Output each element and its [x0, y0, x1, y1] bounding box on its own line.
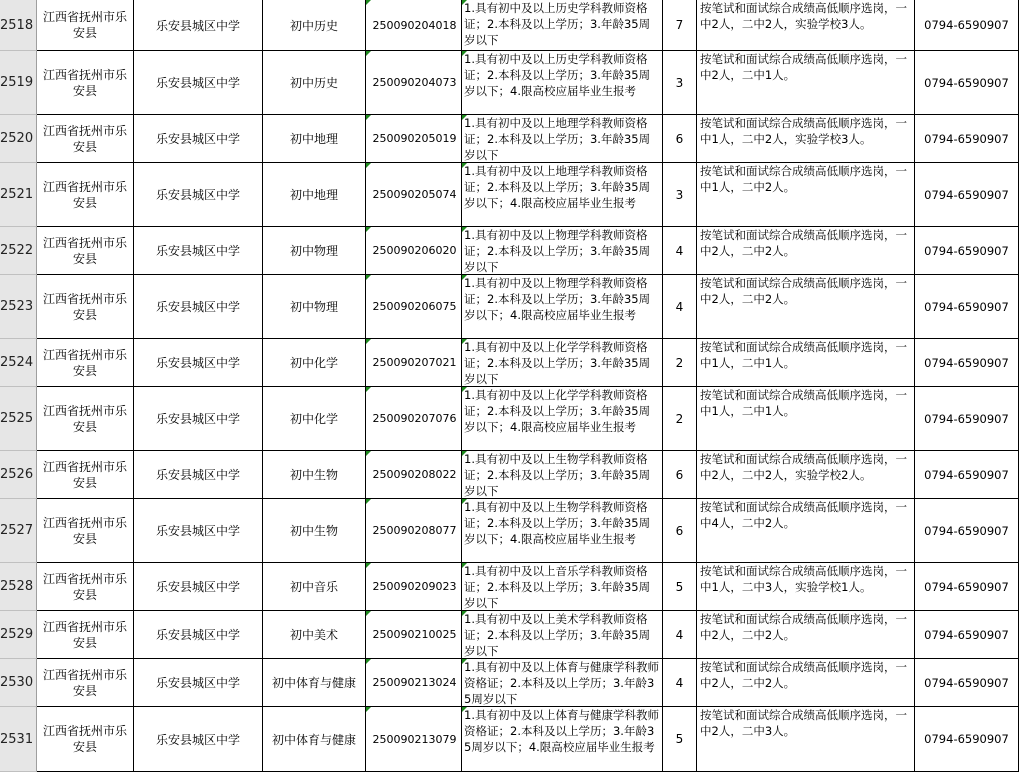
cell-region-text: 江西省抚州市乐安县: [42, 667, 127, 698]
cell-requirements-text: 1.具有初中及以上化学学科教师资格证；2.本科及以上学历；3.年龄35周岁以下: [464, 340, 651, 386]
cell-school[interactable]: [134, 51, 263, 115]
cell-subject-text: 初中体育与健康: [271, 676, 356, 690]
cell-school[interactable]: [134, 275, 263, 339]
row-header[interactable]: 2528: [0, 563, 37, 611]
cell-method-text: 按笔试和面试综合成绩高低顺序选岗，一中2人，二中2人，实验学校2人。: [700, 452, 907, 482]
cell-note-marker: [366, 339, 371, 344]
row-header[interactable]: 2526: [0, 451, 37, 499]
cell-post-code[interactable]: [366, 275, 462, 339]
cell-phone[interactable]: [915, 0, 1019, 51]
cell-region-text: 江西省抚州市乐安县: [42, 724, 127, 754]
table-row: [0, 51, 1019, 115]
cell-post-code-text: 250090208077: [372, 524, 457, 537]
cell-school[interactable]: [134, 0, 263, 51]
cell-region[interactable]: [37, 707, 134, 772]
cell-post-code[interactable]: [366, 115, 462, 163]
cell-count-text: 4: [675, 675, 684, 690]
cell-subject[interactable]: [263, 451, 366, 499]
cell-school-text: 乐安县城区中学: [155, 732, 240, 747]
cell-requirements-text: 1.具有初中及以上历史学科教师资格证；2.本科及以上学历；3.年龄35周岁以下；4.限高校应届毕业生报考: [464, 52, 651, 98]
cell-requirements[interactable]: [462, 611, 663, 659]
cell-method-text: 按笔试和面试综合成绩高低顺序选岗，一中4人，二中2人。: [700, 500, 907, 530]
cell-subject[interactable]: [263, 275, 366, 339]
cell-subject[interactable]: [263, 611, 366, 659]
table-row: [0, 659, 1019, 707]
table-row: [0, 163, 1019, 227]
table-row: [0, 707, 1019, 772]
cell-post-code[interactable]: [366, 163, 462, 227]
table-row: [0, 115, 1019, 163]
cell-phone-text: 0794-6590907: [924, 627, 1009, 642]
cell-note-marker: [366, 611, 371, 616]
cell-post-code-text: 250090204073: [372, 76, 457, 89]
table-row: [0, 499, 1019, 563]
cell-region-text: 江西省抚州市乐安县: [42, 571, 127, 602]
cell-school-text: 乐安县城区中学: [155, 244, 240, 258]
cell-method[interactable]: [697, 0, 915, 51]
cell-school[interactable]: [134, 451, 263, 499]
cell-school-text: 乐安县城区中学: [155, 628, 240, 642]
cell-note-marker: [462, 707, 467, 712]
cell-subject[interactable]: [263, 707, 366, 772]
cell-count-text: 2: [675, 411, 684, 426]
cell-requirements[interactable]: [462, 499, 663, 563]
cell-phone[interactable]: [915, 339, 1019, 387]
cell-region[interactable]: [37, 611, 134, 659]
cell-requirements[interactable]: [462, 227, 663, 275]
table-row: [0, 611, 1019, 659]
cell-note-marker: [366, 499, 371, 504]
cell-post-code-text: 250090213079: [372, 732, 457, 746]
row-header[interactable]: 2521: [0, 163, 37, 227]
cell-method-text: 按笔试和面试综合成绩高低顺序选岗，一中1人，二中2人。: [700, 164, 907, 194]
cell-subject[interactable]: [263, 339, 366, 387]
row-header[interactable]: 2524: [0, 339, 37, 387]
table-row: [0, 0, 1019, 51]
cell-school-text: 乐安县城区中学: [155, 468, 240, 482]
cell-count-text: 3: [675, 187, 684, 202]
cell-region-text: 江西省抚州市乐安县: [42, 123, 127, 154]
cell-requirements-text: 1.具有初中及以上音乐学科教师资格证；2.本科及以上学历；3.年龄35周岁以下: [464, 564, 651, 610]
cell-method-text: 按笔试和面试综合成绩高低顺序选岗，一中2人，二中2人。: [700, 276, 907, 306]
cell-school-text: 乐安县城区中学: [155, 356, 240, 370]
cell-count-text: 5: [675, 579, 684, 594]
cell-school[interactable]: [134, 387, 263, 451]
cell-phone-text: 0794-6590907: [924, 355, 1009, 370]
cell-requirements-text: 1.具有初中及以上体育与健康学科教师资格证；2.本科及以上学历；3.年龄35周岁以下；4.限高校应届毕业生报考: [464, 708, 659, 754]
cell-count[interactable]: [663, 387, 697, 451]
cell-count[interactable]: [663, 275, 697, 339]
cell-method[interactable]: [697, 499, 915, 563]
cell-phone-text: 0794-6590907: [924, 411, 1009, 426]
cell-subject-text: 初中地理: [289, 188, 338, 202]
cell-note-marker: [366, 451, 371, 456]
cell-count[interactable]: [663, 563, 697, 611]
cell-post-code-text: 250090204018: [372, 18, 457, 32]
cell-count-text: 4: [675, 243, 684, 258]
row-header[interactable]: 2523: [0, 275, 37, 339]
cell-post-code-text: 250090209023: [372, 580, 457, 593]
cell-count[interactable]: [663, 339, 697, 387]
cell-count-text: 6: [675, 467, 684, 482]
cell-region[interactable]: [37, 563, 134, 611]
cell-phone-text: 0794-6590907: [924, 18, 1009, 32]
cell-method-text: 按笔试和面试综合成绩高低顺序选岗，一中1人，二中3人，实验学校1人。: [700, 564, 907, 594]
cell-subject-text: 初中生物: [289, 468, 338, 482]
cell-school-text: 乐安县城区中学: [155, 676, 240, 690]
cell-count-text: 2: [675, 355, 684, 370]
cell-count-text: 4: [675, 299, 684, 314]
cell-school[interactable]: [134, 163, 263, 227]
cell-count-text: 5: [675, 732, 684, 746]
cell-note-marker: [462, 563, 467, 568]
cell-subject-text: 初中历史: [289, 76, 338, 90]
cell-post-code[interactable]: [366, 227, 462, 275]
cell-requirements[interactable]: [462, 707, 663, 772]
cell-phone[interactable]: [915, 163, 1019, 227]
cell-requirements[interactable]: [462, 163, 663, 227]
cell-subject-text: 初中化学: [289, 412, 338, 426]
cell-subject-text: 初中生物: [289, 524, 338, 538]
cell-phone[interactable]: [915, 563, 1019, 611]
cell-post-code-text: 250090213024: [372, 676, 457, 689]
cell-region-text: 江西省抚州市乐安县: [42, 10, 127, 40]
cell-requirements-text: 1.具有初中及以上地理学科教师资格证；2.本科及以上学历；3.年龄35周岁以下: [464, 116, 651, 162]
cell-school-text: 乐安县城区中学: [155, 76, 240, 90]
cell-subject[interactable]: [263, 115, 366, 163]
cell-post-code[interactable]: [366, 611, 462, 659]
cell-post-code[interactable]: [366, 0, 462, 51]
cell-phone-text: 0794-6590907: [924, 243, 1009, 258]
cell-subject-text: 初中美术: [289, 628, 338, 642]
cell-count[interactable]: [663, 227, 697, 275]
cell-phone[interactable]: [915, 451, 1019, 499]
cell-subject[interactable]: [263, 387, 366, 451]
cell-method-text: 按笔试和面试综合成绩高低顺序选岗，一中2人，二中2人。: [700, 228, 907, 258]
table-row: [0, 451, 1019, 499]
cell-subject-text: 初中历史: [289, 18, 338, 33]
cell-post-code-text: 250090205019: [372, 132, 457, 145]
cell-method[interactable]: [697, 659, 915, 707]
cell-note-marker: [366, 163, 371, 168]
cell-region[interactable]: [37, 227, 134, 275]
cell-count[interactable]: [663, 51, 697, 115]
table-row: [0, 563, 1019, 611]
cell-requirements[interactable]: [462, 0, 663, 51]
cell-note-marker: [462, 275, 467, 280]
cell-region[interactable]: [37, 339, 134, 387]
cell-region-text: 江西省抚州市乐安县: [42, 403, 127, 434]
cell-school-text: 乐安县城区中学: [155, 18, 240, 33]
cell-school-text: 乐安县城区中学: [155, 412, 240, 426]
cell-subject-text: 初中物理: [289, 244, 338, 258]
table-row: [0, 387, 1019, 451]
cell-school-text: 乐安县城区中学: [155, 300, 240, 314]
cell-method[interactable]: [697, 115, 915, 163]
cell-region[interactable]: [37, 0, 134, 51]
row-header[interactable]: 2530: [0, 659, 37, 707]
cell-region-text: 江西省抚州市乐安县: [42, 347, 127, 378]
cell-note-marker: [462, 51, 467, 56]
cell-post-code-text: 250090210025: [372, 628, 457, 641]
cell-count-text: 4: [675, 627, 684, 642]
cell-region-text: 江西省抚州市乐安县: [42, 235, 127, 266]
row-header[interactable]: 2522: [0, 227, 37, 275]
cell-subject[interactable]: [263, 563, 366, 611]
cell-subject[interactable]: [263, 163, 366, 227]
cell-post-code[interactable]: [366, 339, 462, 387]
cell-method-text: 按笔试和面试综合成绩高低顺序选岗，一中2人，二中2人。: [700, 660, 907, 690]
cell-subject[interactable]: [263, 227, 366, 275]
cell-note-marker: [462, 0, 467, 5]
cell-note-marker: [462, 339, 467, 344]
cell-post-code-text: 250090208022: [372, 468, 457, 481]
cell-note-marker: [366, 227, 371, 232]
cell-count[interactable]: [663, 611, 697, 659]
cell-method[interactable]: [697, 227, 915, 275]
cell-method[interactable]: [697, 563, 915, 611]
cell-count[interactable]: [663, 659, 697, 707]
cell-requirements-text: 1.具有初中及以上历史学科教师资格证；2.本科及以上学历；3.年龄35周岁以下: [464, 1, 651, 47]
cell-note-marker: [462, 227, 467, 232]
cell-post-code-text: 250090205074: [372, 188, 457, 201]
cell-note-marker: [462, 659, 467, 664]
cell-phone-text: 0794-6590907: [924, 675, 1009, 690]
cell-method-text: 按笔试和面试综合成绩高低顺序选岗，一中2人，二中2人，实验学校3人。: [700, 1, 907, 31]
cell-school[interactable]: [134, 563, 263, 611]
cell-method[interactable]: [697, 339, 915, 387]
cell-count[interactable]: [663, 0, 697, 51]
cell-note-marker: [462, 451, 467, 456]
cell-subject-text: 初中音乐: [289, 580, 338, 594]
cell-phone[interactable]: [915, 611, 1019, 659]
cell-region[interactable]: [37, 387, 134, 451]
cell-school[interactable]: [134, 611, 263, 659]
cell-method-text: 按笔试和面试综合成绩高低顺序选岗，一中1人，二中1人。: [700, 340, 907, 370]
cell-school[interactable]: [134, 339, 263, 387]
cell-method[interactable]: [697, 611, 915, 659]
cell-region[interactable]: [37, 499, 134, 563]
cell-post-code[interactable]: [366, 451, 462, 499]
cell-requirements[interactable]: [462, 115, 663, 163]
cell-subject[interactable]: [263, 499, 366, 563]
cell-requirements[interactable]: [462, 387, 663, 451]
cell-method-text: 按笔试和面试综合成绩高低顺序选岗，一中1人，二中2人，实验学校3人。: [700, 116, 907, 146]
cell-requirements-text: 1.具有初中及以上美术学科教师资格证；2.本科及以上学历；3.年龄35周岁以下: [464, 612, 651, 658]
cell-subject-text: 初中物理: [289, 300, 338, 314]
cell-school[interactable]: [134, 659, 263, 707]
table-row: [0, 275, 1019, 339]
cell-phone-text: 0794-6590907: [924, 187, 1009, 202]
cell-post-code[interactable]: [366, 659, 462, 707]
cell-phone[interactable]: [915, 51, 1019, 115]
cell-note-marker: [462, 611, 467, 616]
cell-phone[interactable]: [915, 275, 1019, 339]
cell-count-text: 7: [675, 18, 684, 32]
cell-school[interactable]: [134, 115, 263, 163]
cell-school[interactable]: [134, 707, 263, 772]
cell-region-text: 江西省抚州市乐安县: [42, 459, 127, 490]
cell-school-text: 乐安县城区中学: [155, 580, 240, 594]
cell-subject[interactable]: [263, 0, 366, 51]
cell-note-marker: [366, 659, 371, 664]
cell-post-code-text: 250090207076: [372, 412, 457, 425]
cell-region-text: 江西省抚州市乐安县: [42, 179, 127, 210]
cell-method[interactable]: [697, 51, 915, 115]
cell-region[interactable]: [37, 163, 134, 227]
cell-note-marker: [462, 499, 467, 504]
cell-subject-text: 初中体育与健康: [271, 732, 356, 747]
cell-post-code[interactable]: [366, 707, 462, 772]
cell-region[interactable]: [37, 115, 134, 163]
row-header[interactable]: 2525: [0, 387, 37, 451]
cell-note-marker: [462, 115, 467, 120]
cell-post-code[interactable]: [366, 563, 462, 611]
cell-phone[interactable]: [915, 499, 1019, 563]
cell-note-marker: [366, 563, 371, 568]
cell-phone[interactable]: [915, 707, 1019, 772]
cell-note-marker: [366, 275, 371, 280]
cell-region-text: 江西省抚州市乐安县: [42, 515, 127, 546]
cell-note-marker: [366, 51, 371, 56]
cell-post-code[interactable]: [366, 387, 462, 451]
cell-method[interactable]: [697, 275, 915, 339]
cell-method[interactable]: [697, 707, 915, 772]
table-row: [0, 227, 1019, 275]
cell-region-text: 江西省抚州市乐安县: [42, 619, 127, 650]
cell-count[interactable]: [663, 707, 697, 772]
cell-requirements[interactable]: [462, 275, 663, 339]
cell-note-marker: [366, 707, 371, 712]
cell-requirements[interactable]: [462, 339, 663, 387]
cell-method-text: 按笔试和面试综合成绩高低顺序选岗，一中2人，二中2人。: [700, 612, 907, 642]
cell-post-code-text: 250090207021: [372, 356, 457, 369]
cell-note-marker: [462, 387, 467, 392]
cell-phone[interactable]: [915, 115, 1019, 163]
cell-school[interactable]: [134, 227, 263, 275]
cell-post-code-text: 250090206020: [372, 244, 457, 257]
row-header[interactable]: 2519: [0, 51, 37, 115]
cell-region-text: 江西省抚州市乐安县: [42, 291, 127, 322]
cell-subject-text: 初中化学: [289, 356, 338, 370]
cell-requirements-text: 1.具有初中及以上体育与健康学科教师资格证；2.本科及以上学历；3.年龄35周岁以下: [464, 660, 659, 706]
cell-count-text: 3: [675, 75, 684, 90]
cell-phone[interactable]: [915, 227, 1019, 275]
cell-requirements[interactable]: [462, 563, 663, 611]
cell-subject[interactable]: [263, 51, 366, 115]
row-header[interactable]: 2518: [0, 0, 37, 51]
cell-count[interactable]: [663, 451, 697, 499]
cell-phone-text: 0794-6590907: [924, 75, 1009, 90]
cell-requirements[interactable]: [462, 659, 663, 707]
cell-note-marker: [366, 0, 371, 5]
cell-region[interactable]: [37, 659, 134, 707]
cell-region[interactable]: [37, 275, 134, 339]
cell-count[interactable]: [663, 499, 697, 563]
cell-post-code-text: 250090206075: [372, 300, 457, 313]
cell-subject[interactable]: [263, 659, 366, 707]
cell-requirements-text: 1.具有初中及以上地理学科教师资格证；2.本科及以上学历；3.年龄35周岁以下；4.限高校应届毕业生报考: [464, 164, 651, 210]
cell-phone-text: 0794-6590907: [924, 523, 1009, 538]
table-row: [0, 339, 1019, 387]
cell-post-code[interactable]: [366, 499, 462, 563]
cell-phone-text: 0794-6590907: [924, 467, 1009, 482]
cell-note-marker: [366, 387, 371, 392]
cell-school-text: 乐安县城区中学: [155, 132, 240, 146]
cell-requirements-text: 1.具有初中及以上生物学科教师资格证；2.本科及以上学历；3.年龄35周岁以下: [464, 452, 651, 498]
cell-school-text: 乐安县城区中学: [155, 524, 240, 538]
cell-phone-text: 0794-6590907: [924, 732, 1009, 746]
row-header[interactable]: 2520: [0, 115, 37, 163]
row-header[interactable]: 2531: [0, 707, 37, 772]
cell-phone-text: 0794-6590907: [924, 299, 1009, 314]
cell-post-code[interactable]: [366, 51, 462, 115]
cell-phone-text: 0794-6590907: [924, 131, 1009, 146]
row-header[interactable]: 2527: [0, 499, 37, 563]
row-header[interactable]: 2529: [0, 611, 37, 659]
cell-requirements-text: 1.具有初中及以上物理学科教师资格证；2.本科及以上学历；3.年龄35周岁以下: [464, 228, 651, 274]
cell-phone[interactable]: [915, 387, 1019, 451]
cell-region[interactable]: [37, 51, 134, 115]
cell-note-marker: [366, 115, 371, 120]
cell-requirements[interactable]: [462, 451, 663, 499]
cell-phone[interactable]: [915, 659, 1019, 707]
cell-requirements-text: 1.具有初中及以上物理学科教师资格证；2.本科及以上学历；3.年龄35周岁以下；4.限高校应届毕业生报考: [464, 276, 651, 322]
cell-region[interactable]: [37, 451, 134, 499]
cell-method[interactable]: [697, 451, 915, 499]
cell-count[interactable]: [663, 115, 697, 163]
cell-subject-text: 初中地理: [289, 132, 338, 146]
cell-count-text: 6: [675, 131, 684, 146]
cell-method-text: 按笔试和面试综合成绩高低顺序选岗，一中1人，二中1人。: [700, 388, 907, 418]
cell-count-text: 6: [675, 523, 684, 538]
cell-method[interactable]: [697, 163, 915, 227]
cell-note-marker: [462, 163, 467, 168]
cell-method-text: 按笔试和面试综合成绩高低顺序选岗，一中2人，二中1人。: [700, 52, 907, 82]
cell-requirements-text: 1.具有初中及以上化学学科教师资格证；2.本科及以上学历；3.年龄35周岁以下；4.限高校应届毕业生报考: [464, 388, 651, 434]
cell-count[interactable]: [663, 163, 697, 227]
cell-requirements-text: 1.具有初中及以上生物学科教师资格证；2.本科及以上学历；3.年龄35周岁以下；4.限高校应届毕业生报考: [464, 500, 651, 546]
cell-method[interactable]: [697, 387, 915, 451]
cell-phone-text: 0794-6590907: [924, 579, 1009, 594]
cell-school[interactable]: [134, 499, 263, 563]
cell-school-text: 乐安县城区中学: [155, 188, 240, 202]
cell-requirements[interactable]: [462, 51, 663, 115]
cell-method-text: 按笔试和面试综合成绩高低顺序选岗，一中2人，二中3人。: [700, 708, 907, 738]
cell-region-text: 江西省抚州市乐安县: [42, 67, 127, 98]
